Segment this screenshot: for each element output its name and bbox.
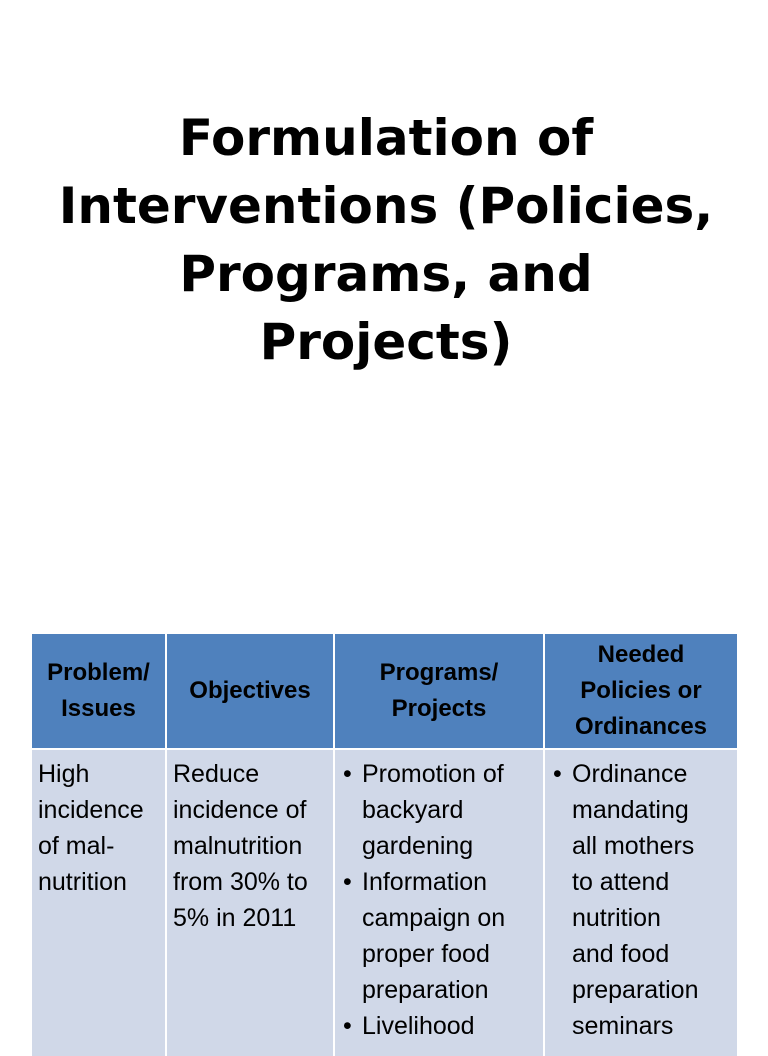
cell-line: malnutrition [173, 832, 303, 860]
header-line: Projects [391, 695, 487, 722]
cell-line: • Information [362, 868, 488, 896]
programs-list [341, 756, 537, 1044]
title-line: Programs, and [179, 245, 593, 303]
cell-line: High [38, 760, 90, 788]
cell-line: nutrition [572, 904, 661, 932]
cell-policies [544, 749, 737, 1056]
cell-line: from 30% to [173, 868, 308, 896]
cell-line: mandating [572, 796, 689, 824]
cell-line: • Livelihood [362, 1012, 475, 1040]
cell-programs [334, 749, 544, 1056]
cell-line: of mal- [38, 832, 115, 860]
interventions-table [32, 634, 737, 1056]
table-header-row [32, 634, 737, 749]
header-problem-issues [32, 634, 166, 749]
cell-line: backyard [362, 796, 464, 824]
header-programs-projects [334, 634, 544, 749]
cell-line: incidence of [173, 796, 307, 824]
header-line: Problem/ [47, 659, 150, 686]
title-line: Projects) [259, 313, 513, 371]
header-line: Programs/ [379, 659, 499, 686]
cell-line: Reduce [173, 760, 260, 788]
cell-line: all mothers [572, 832, 695, 860]
cell-line: proper food [362, 940, 490, 968]
title-line: Formulation of [178, 109, 594, 167]
header-needed-policies [544, 634, 737, 749]
cell-objectives [166, 749, 334, 1056]
slide-title [40, 104, 732, 376]
header-line: Objectives [189, 677, 311, 704]
list-item [341, 1008, 537, 1044]
cell-line: incidence [38, 796, 144, 824]
cell-line: and food [572, 940, 670, 968]
policies-list [551, 756, 731, 1044]
header-line: Needed [597, 641, 685, 668]
cell-line: campaign on [362, 904, 506, 932]
cell-problem [32, 749, 166, 1056]
cell-line: • Ordinance [572, 760, 688, 788]
header-line: Issues [61, 695, 136, 722]
header-objectives [166, 634, 334, 749]
cell-line: • Promotion of [362, 760, 504, 788]
list-item [551, 756, 731, 1044]
cell-line: preparation [362, 976, 489, 1004]
title-line: Interventions (Policies, [58, 177, 714, 235]
cell-line: nutrition [38, 868, 127, 896]
header-line: Policies or [580, 677, 702, 704]
list-item [341, 864, 537, 1008]
cell-line: seminars [572, 1012, 674, 1040]
table-row [32, 749, 737, 1056]
interventions-table-container [32, 634, 737, 1056]
cell-line: preparation [572, 976, 699, 1004]
list-item [341, 756, 537, 864]
cell-line: 5% in 2011 [173, 904, 297, 932]
cell-line: gardening [362, 832, 474, 860]
header-line: Ordinances [574, 713, 708, 740]
cell-line: to attend [572, 868, 670, 896]
